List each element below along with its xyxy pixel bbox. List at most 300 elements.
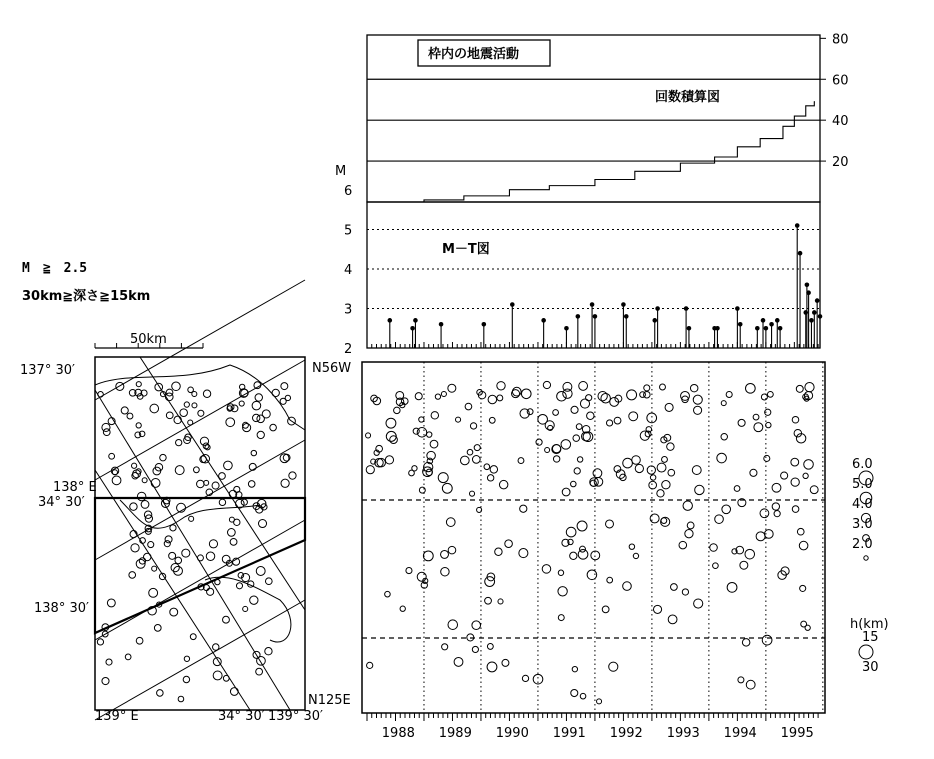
- map-epicenter-circle: [256, 668, 263, 675]
- space-time-chart: [362, 362, 825, 741]
- epicenter-circle: [487, 475, 493, 481]
- epicenter-circle: [767, 391, 773, 397]
- epicenter-circle: [772, 503, 779, 510]
- epicenter-circle: [576, 424, 582, 430]
- epicenter-circle: [756, 532, 765, 541]
- epicenter-circle: [577, 457, 582, 462]
- epicenter-circle: [650, 475, 655, 480]
- epicenter-circle: [577, 521, 587, 531]
- epicenter-circle: [650, 514, 659, 523]
- year-tick-label: 1989: [438, 726, 472, 741]
- mt-event-point: [652, 318, 657, 323]
- epicenter-circle: [598, 391, 607, 400]
- map-scale-label: 50km: [130, 332, 167, 347]
- epicenter-circle: [545, 448, 550, 453]
- map-epicenter-circle: [136, 382, 141, 387]
- epicenter-circle: [687, 522, 694, 529]
- mt-event-point: [410, 326, 415, 331]
- map-epicenter-circle: [169, 552, 176, 559]
- mt-event-point: [778, 326, 783, 331]
- map-epicenter-circle: [116, 382, 124, 390]
- epicenter-circle: [465, 403, 472, 410]
- mt-event-point: [764, 326, 769, 331]
- map-epicenter-circle: [255, 394, 262, 401]
- epicenter-circle: [623, 458, 633, 468]
- epicenter-circle: [419, 417, 424, 422]
- epicenter-circle: [442, 483, 452, 493]
- epicenter-circle: [717, 453, 727, 463]
- epicenter-circle: [553, 456, 559, 462]
- epicenter-circle: [441, 391, 446, 396]
- epicenter-circle: [772, 483, 781, 492]
- map-epicenter-circle: [184, 656, 189, 661]
- epicenter-circle: [580, 399, 589, 408]
- magnitude-legend-label: 2.0: [852, 537, 873, 552]
- lat-label-4: 138° 30′: [34, 601, 89, 616]
- map-epicenter-circle: [272, 389, 279, 396]
- epicenter-circle: [726, 391, 732, 397]
- epicenter-circle: [563, 382, 572, 391]
- epicenter-circle: [644, 385, 650, 391]
- epicenter-circle: [406, 568, 412, 574]
- epicenter-circle: [552, 445, 561, 454]
- epicenter-circle: [448, 384, 456, 392]
- map-epicenter-circle: [262, 410, 270, 418]
- epicenter-circle: [488, 395, 497, 404]
- map-grid-line: [140, 357, 305, 610]
- mt-y-tick-label: 3: [344, 302, 353, 318]
- epicenter-circle: [644, 391, 651, 398]
- map-epicenter-circle: [149, 588, 158, 597]
- epicenter-circle: [394, 407, 400, 413]
- epicenter-circle: [366, 466, 374, 474]
- epicenter-circle: [448, 620, 458, 630]
- epicenter-circle: [497, 382, 505, 390]
- epicenter-circle: [627, 390, 637, 400]
- lat-label-2: 138° E: [53, 480, 97, 495]
- epicenter-circle: [485, 597, 492, 604]
- direction-label-top: N56W: [312, 361, 352, 376]
- map-epicenter-circle: [109, 453, 115, 459]
- lon-label-2: 34° 30′: [218, 709, 265, 724]
- map-epicenter-circle: [102, 677, 109, 684]
- mt-frame: [367, 202, 820, 348]
- mt-event-point: [806, 290, 811, 295]
- map-epicenter-circle: [150, 404, 159, 413]
- map-epicenter-circle: [206, 552, 214, 560]
- epicenter-circle: [760, 509, 769, 518]
- mt-event-point: [621, 302, 626, 307]
- mt-y-tick-label: 4: [344, 263, 353, 278]
- epicenter-circle: [633, 553, 638, 558]
- map-epicenter-circle: [192, 403, 197, 408]
- mt-event-point: [761, 318, 766, 323]
- epicenter-circle: [520, 505, 527, 512]
- epicenter-circle: [694, 599, 703, 608]
- epicenter-circle: [419, 487, 425, 493]
- map-epicenter-circle: [197, 480, 205, 488]
- epicenter-circle: [791, 478, 799, 486]
- map-epicenter-circle: [212, 482, 219, 489]
- epicenter-circle: [497, 395, 503, 401]
- epicenter-circle: [573, 435, 580, 442]
- magnitude-legend-label: 4.0: [852, 497, 873, 512]
- epicenter-circle: [518, 458, 524, 464]
- mt-event-point: [655, 306, 660, 311]
- epicenter-circle: [519, 549, 528, 558]
- epicenter-circle: [679, 541, 687, 549]
- mt-event-point: [775, 318, 780, 323]
- epicenter-circle: [715, 515, 724, 524]
- epicenter-circle: [629, 412, 638, 421]
- epicenter-circle: [430, 440, 438, 448]
- epicenter-circle: [614, 417, 621, 424]
- epicenter-circle: [472, 456, 480, 464]
- map-epicenter-circle: [249, 463, 256, 470]
- epicenter-circle: [692, 466, 701, 475]
- map-epicenter-circle: [243, 606, 248, 611]
- epicenter-circle: [695, 485, 704, 494]
- mt-event-point: [805, 283, 810, 288]
- map-epicenter-circle: [136, 423, 141, 428]
- epicenter-circle: [498, 599, 503, 604]
- map-epicenter-circle: [178, 696, 184, 702]
- map-epicenter-circle: [258, 519, 266, 527]
- epicenter-circle: [558, 587, 567, 596]
- map-epicenter-circle: [285, 395, 290, 400]
- epicenter-circle: [454, 657, 463, 666]
- lon-label-1: 139° E: [95, 709, 139, 724]
- map-epicenter-circle: [265, 648, 272, 655]
- epicenter-circle: [571, 689, 578, 696]
- epicenter-circle: [438, 473, 448, 483]
- cumulative-y-tick-label: 20: [832, 155, 849, 171]
- epicenter-circle: [647, 466, 655, 474]
- cumulative-count-chart: [367, 32, 849, 202]
- epicenter-circle: [683, 501, 692, 510]
- map-epicenter-circle: [180, 409, 188, 417]
- epicenter-circle: [446, 518, 455, 527]
- map-epicenter-circle: [253, 414, 260, 421]
- map-epicenter-circle: [131, 544, 139, 552]
- magnitude-time-chart: [335, 164, 822, 357]
- epicenter-circle: [805, 625, 810, 630]
- epicenter-circle: [682, 589, 688, 595]
- map-epicenter-circle: [289, 472, 296, 479]
- epicenter-circle: [796, 385, 803, 392]
- map-epicenter-circle: [230, 538, 237, 545]
- epicenter-circle: [602, 606, 609, 613]
- map-epicenter-circle: [209, 540, 217, 548]
- epicenter-circle: [694, 406, 702, 414]
- epicenter-circle: [738, 677, 744, 683]
- epicenter-circle: [657, 463, 666, 472]
- epicenter-circle: [754, 423, 763, 432]
- map-epicenter-circle: [250, 596, 258, 604]
- epicenter-circle: [426, 432, 431, 437]
- mt-title: M－T図: [442, 242, 490, 257]
- epicenter-map: [20, 280, 351, 724]
- epicenter-circle: [441, 567, 449, 575]
- map-epicenter-circle: [251, 450, 256, 455]
- epicenter-circle: [536, 439, 542, 445]
- map-epicenter-circle: [234, 486, 240, 492]
- epicenter-circle: [578, 550, 588, 560]
- epicenter-circle: [570, 552, 577, 559]
- epicenter-circle: [601, 393, 610, 402]
- magnitude-legend-label: 6.0: [852, 457, 873, 472]
- map-epicenter-circle: [184, 402, 189, 407]
- year-tick-label: 1992: [609, 726, 643, 741]
- year-tick-label: 1995: [780, 726, 814, 741]
- epicenter-circle: [572, 666, 577, 671]
- cumulative-y-tick-label: 40: [832, 114, 849, 130]
- map-epicenter-circle: [257, 431, 264, 438]
- map-epicenter-circle: [141, 501, 149, 509]
- mt-y-tick-label: 5: [344, 223, 353, 239]
- epicenter-circle: [810, 486, 818, 494]
- map-epicenter-circle: [223, 675, 229, 681]
- lat-label-3: 34° 30′: [38, 495, 85, 510]
- epicenter-circle: [385, 591, 391, 597]
- epicenter-circle: [490, 466, 497, 473]
- mt-event-point: [715, 326, 720, 331]
- year-tick-label: 1991: [552, 726, 586, 741]
- mt-event-point: [576, 314, 581, 319]
- map-epicenter-circle: [112, 470, 117, 475]
- epicenter-circle: [766, 422, 771, 427]
- epicenter-circle: [505, 540, 513, 548]
- epicenter-circle: [653, 605, 661, 613]
- mt-event-point: [755, 326, 760, 331]
- map-grid-line: [95, 470, 250, 710]
- map-epicenter-circle: [239, 401, 244, 406]
- year-tick-label: 1988: [381, 726, 415, 741]
- epicenter-circle: [738, 419, 745, 426]
- epicenter-circle: [597, 699, 602, 704]
- epicenter-circle: [721, 433, 727, 439]
- epicenter-circle: [527, 409, 533, 415]
- epicenter-circle: [477, 507, 482, 512]
- epicenter-circle: [485, 577, 495, 587]
- epicenter-circle: [558, 615, 564, 621]
- epicenter-circle: [562, 488, 570, 496]
- cumulative-y-tick-label: 60: [832, 73, 849, 89]
- epicenter-circle: [561, 440, 571, 450]
- lat-label-1: 137° 30′: [20, 363, 75, 378]
- map-epicenter-circle: [121, 407, 128, 414]
- epicenter-circle: [400, 606, 405, 611]
- depth-legend-title: h(km): [850, 617, 889, 632]
- map-epicenter-circle: [190, 634, 196, 640]
- mt-event-point: [812, 310, 817, 315]
- epicenter-circle: [521, 389, 531, 399]
- epicenter-circle: [579, 382, 588, 391]
- epicenter-circle: [746, 383, 756, 393]
- epicenter-circle: [629, 544, 634, 549]
- epicenter-circle: [557, 391, 567, 401]
- epicenter-circle: [668, 615, 677, 624]
- map-epicenter-circle: [182, 549, 190, 557]
- epicenter-circle: [657, 490, 664, 497]
- epicenter-circle: [640, 431, 649, 440]
- epicenter-circle: [797, 528, 804, 535]
- epicenter-circle: [574, 468, 580, 474]
- epicenter-circle: [781, 472, 788, 479]
- size-legend: [850, 457, 889, 675]
- mt-event-point: [482, 322, 487, 327]
- map-epicenter-circle: [142, 478, 147, 483]
- epicenter-circle: [685, 530, 693, 538]
- map-epicenter-circle: [197, 555, 203, 561]
- epicenter-circle: [460, 456, 469, 465]
- epicenter-circle: [753, 414, 759, 420]
- year-tick-label: 1993: [666, 726, 700, 741]
- epicenter-circle: [522, 675, 528, 681]
- mt-ylabel: M: [335, 164, 347, 179]
- epicenter-circle: [431, 412, 438, 419]
- map-epicenter-circle: [226, 418, 235, 427]
- epicenter-circle: [792, 506, 799, 513]
- cumulative-count-line: [386, 102, 815, 202]
- epicenter-circle: [690, 384, 697, 391]
- epicenter-circle: [587, 412, 594, 419]
- map-epicenter-circle: [222, 555, 230, 563]
- epicenter-circle: [693, 395, 702, 404]
- epicenter-circle: [713, 563, 719, 569]
- epicenter-circle: [502, 659, 509, 666]
- map-epicenter-circle: [198, 410, 204, 416]
- mt-event-point: [541, 318, 546, 323]
- magnitude-legend-label: 3.0: [852, 517, 873, 532]
- epicenter-circle: [710, 544, 718, 552]
- lon-label-3: 139° 30′: [268, 709, 323, 724]
- map-epicenter-circle: [154, 625, 161, 632]
- epicenter-circle: [487, 643, 493, 649]
- map-epicenter-circle: [166, 412, 173, 419]
- map-epicenter-circle: [97, 639, 103, 645]
- epicenter-circle: [489, 417, 495, 423]
- map-epicenter-circle: [256, 567, 265, 576]
- map-epicenter-circle: [129, 572, 136, 579]
- map-epicenter-circle: [174, 416, 181, 423]
- epicenter-circle: [668, 469, 675, 476]
- cumulative-y-tick-label: 80: [832, 32, 849, 48]
- mt-event-point: [738, 322, 743, 327]
- epicenter-circle: [558, 570, 563, 575]
- map-epicenter-circle: [103, 429, 110, 436]
- direction-label-bottom: N125E: [308, 693, 351, 708]
- mt-event-point: [510, 302, 515, 307]
- depth-legend-15: 15: [862, 630, 879, 645]
- epicenter-circle: [487, 662, 497, 672]
- epicenter-circle: [448, 546, 456, 554]
- map-epicenter-circle: [175, 557, 182, 564]
- map-epicenter-circle: [207, 588, 214, 595]
- epicenter-circle: [665, 403, 673, 411]
- epicenter-circle: [472, 646, 478, 652]
- epicenter-circle: [727, 582, 737, 592]
- epicenter-circle: [632, 456, 641, 465]
- epicenter-circle: [671, 584, 678, 591]
- map-epicenter-circle: [165, 536, 172, 543]
- map-epicenter-circle: [152, 566, 157, 571]
- depth-legend-30: 30: [862, 660, 879, 675]
- epicenter-circle: [553, 410, 559, 416]
- epicenter-circle: [792, 416, 799, 423]
- mt-event-point: [624, 314, 629, 319]
- mt-event-point: [564, 326, 569, 331]
- map-epicenter-circle: [151, 478, 160, 487]
- mt-event-point: [809, 318, 814, 323]
- magnitude-threshold-label: M ≧ 2.5: [22, 261, 88, 276]
- map-epicenter-circle: [224, 461, 233, 470]
- epicenter-circle: [543, 381, 550, 388]
- epicenter-circle: [761, 394, 767, 400]
- map-epicenter-circle: [203, 390, 210, 397]
- map-epicenter-circle: [127, 413, 133, 419]
- map-epicenter-circle: [189, 516, 194, 521]
- epicenter-circle: [662, 481, 670, 489]
- map-epicenter-circle: [131, 463, 136, 468]
- epicenter-circle: [441, 550, 449, 558]
- epicenter-circle: [607, 577, 613, 583]
- epicenter-circle: [606, 420, 612, 426]
- cumulative-subtitle: 回数積算図: [655, 90, 721, 105]
- epicenter-circle: [474, 445, 480, 451]
- map-epicenter-circle: [188, 387, 194, 393]
- epicenter-circle: [409, 470, 415, 476]
- map-epicenter-circle: [236, 583, 242, 589]
- epicenter-circle: [722, 505, 731, 514]
- map-epicenter-circle: [227, 529, 235, 537]
- epicenter-circle: [623, 582, 632, 591]
- epicenter-circle: [499, 480, 507, 488]
- mt-y-tick-label: 6: [344, 184, 353, 199]
- epicenter-circle: [635, 464, 643, 472]
- map-epicenter-circle: [148, 542, 154, 548]
- epicenter-circle: [366, 433, 371, 438]
- mt-event-point: [815, 298, 820, 303]
- epicenter-circle: [456, 417, 461, 422]
- map-epicenter-circle: [205, 445, 210, 450]
- map-epicenter-circle: [219, 499, 225, 505]
- epicenter-circle: [649, 481, 657, 489]
- epicenter-circle: [800, 585, 806, 591]
- map-grid-line: [95, 520, 305, 640]
- epicenter-circle: [571, 481, 577, 487]
- map-epicenter-circle: [112, 476, 121, 485]
- year-tick-label: 1990: [495, 726, 529, 741]
- map-epicenter-circle: [203, 443, 209, 449]
- epicenter-circle: [762, 635, 772, 645]
- epicenter-circle: [442, 644, 448, 650]
- map-epicenter-circle: [281, 383, 288, 390]
- epicenter-circle: [390, 436, 398, 444]
- epicenter-circle: [423, 551, 433, 561]
- epicenter-circle: [662, 457, 668, 463]
- mt-event-point: [687, 326, 692, 331]
- map-epicenter-circle: [170, 525, 176, 531]
- chart-title: 枠内の地震活動: [428, 47, 520, 62]
- map-epicenter-circle: [248, 481, 255, 488]
- mt-event-point: [439, 322, 444, 327]
- epicenter-circle: [435, 394, 440, 399]
- mt-y-tick-label: 2: [344, 342, 353, 357]
- mt-event-point: [593, 314, 598, 319]
- magnitude-legend-circle: [864, 556, 868, 560]
- map-epicenter-circle: [130, 503, 137, 510]
